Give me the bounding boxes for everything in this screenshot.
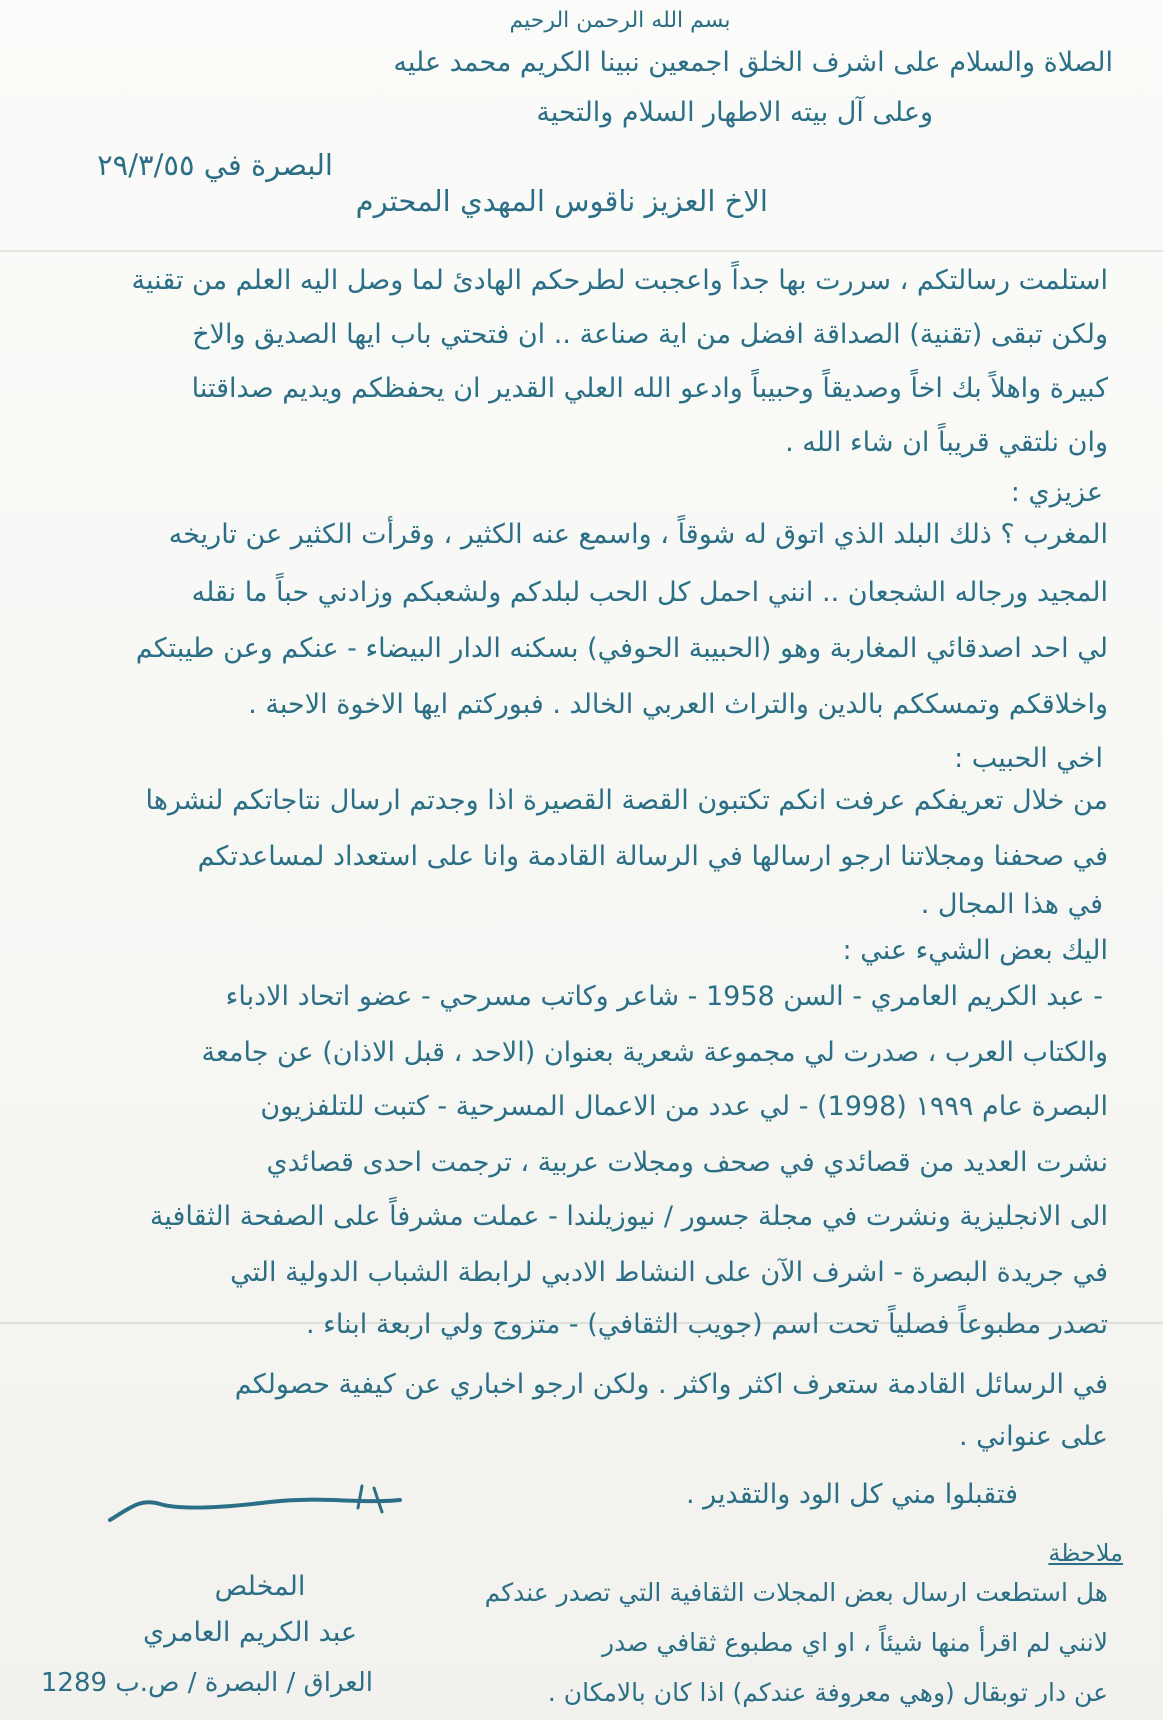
bio-line: البصرة عام ١٩٩٩ (1998) - لي عدد من الاعمال المسرحية - كتبت للتلفزيون bbox=[260, 1091, 1108, 1122]
paragraph-line: في هذا المجال . bbox=[920, 889, 1103, 920]
signature-address: العراق / البصرة / ص.ب 1289 bbox=[40, 1668, 373, 1698]
place-date: البصرة في ٢٩/٣/٥٥ bbox=[97, 148, 333, 182]
bio-line: في جريدة البصرة - اشرف الآن على النشاط الادبي لرابطة الشباب الدولية التي bbox=[230, 1257, 1108, 1288]
paragraph-line: ولكن تبقى (تقنية) الصداقة افضل من اية صناعة .. ان فتحتي باب ايها الصديق والاخ bbox=[192, 319, 1108, 350]
note-title: ملاحظة bbox=[1048, 1539, 1123, 1567]
bio-line: تصدر مطبوعاً فصلياً تحت اسم (جويب الثقافي) - متزوج ولي اربعة ابناء . bbox=[306, 1309, 1108, 1340]
signature-name: عبد الكريم العامري bbox=[142, 1617, 358, 1648]
greeting: عزيزي : bbox=[1010, 477, 1103, 508]
bio-line: والكتاب العرب ، صدرت لي مجموعة شعرية بعنوان (الاحد ، قبل الاذان) عن جامعة bbox=[201, 1037, 1108, 1068]
note-line: عن دار توبقال (وهي معروفة عندكم) اذا كان بالامكان . bbox=[547, 1678, 1108, 1707]
bio-line: نشرت العديد من قصائدي في صحف ومجلات عربية ، ترجمت احدى قصائدي bbox=[266, 1147, 1108, 1178]
closing: فتقبلوا مني كل الود والتقدير . bbox=[685, 1479, 1018, 1510]
note-line: لانني لم اقرأ منها شيئاً ، او اي مطبوع ثقافي صدر bbox=[602, 1628, 1108, 1657]
signature-label: المخلص bbox=[214, 1571, 306, 1602]
paragraph-line: المغرب ؟ ذلك البلد الذي اتوق له شوقاً ، واسمع عنه الكثير ، وقرأت الكثير عن تاريخه bbox=[168, 519, 1108, 550]
bio-intro: اليك بعض الشيء عني : bbox=[842, 935, 1108, 966]
paragraph-line: في صحفنا ومجلاتنا ارجو ارسالها في الرسالة القادمة وانا على استعداد لمساعدتكم bbox=[197, 841, 1108, 872]
paragraph-line: على عنواني . bbox=[958, 1421, 1108, 1452]
salutation-line: الصلاة والسلام على اشرف الخلق اجمعين نبينا الكريم محمد عليه bbox=[393, 47, 1113, 78]
paragraph-line: في الرسائل القادمة ستعرف اكثر واكثر . ولكن ارجو اخباري عن كيفية حصولكم bbox=[234, 1369, 1108, 1400]
paragraph-line: من خلال تعريفكم عرفت انكم تكتبون القصة القصيرة اذا وجدتم ارسال نتاجاتكم لنشرها bbox=[145, 785, 1108, 816]
paragraph-line: المجيد ورجاله الشجعان .. انني احمل كل الحب لبلدكم ولشعبكم وزادني حباً ما نقله bbox=[191, 577, 1108, 608]
addressee: الاخ العزيز ناقوس المهدي المحترم bbox=[355, 184, 768, 218]
paper-fold bbox=[0, 250, 1163, 252]
paragraph-line: استلمت رسالتكم ، سررت بها جداً واعجبت لطرحكم الهادئ لما وصل اليه العلم من تقنية bbox=[131, 265, 1108, 296]
signature-scribble bbox=[100, 1478, 420, 1538]
note-line: هل استطعت ارسال بعض المجلات الثقافية التي تصدر عندكم bbox=[484, 1578, 1108, 1607]
paragraph-line: وان نلتقي قريباً ان شاء الله . bbox=[785, 427, 1108, 458]
salutation-line: وعلى آل بيته الاطهار السلام والتحية bbox=[536, 97, 933, 128]
greeting: اخي الحبيب : bbox=[954, 743, 1103, 774]
paragraph-line: كبيرة واهلاً بك اخاً وصديقاً وحبيباً وادعو الله العلي القدير ان يحفظكم ويديم صداقتنا bbox=[191, 373, 1108, 404]
paragraph-line: واخلاقكم وتمسككم بالدين والتراث العربي الخالد . فبوركتم ايها الاخوة الاحبة . bbox=[248, 689, 1108, 720]
bio-line: - عبد الكريم العامري - السن 1958 - شاعر وكاتب مسرحي - عضو اتحاد الادباء bbox=[225, 981, 1103, 1012]
bio-line: الى الانجليزية ونشرت في مجلة جسور / نيوزيلندا - عملت مشرفاً على الصفحة الثقافية bbox=[149, 1201, 1108, 1232]
paragraph-line: لي احد اصدقائي المغاربة وهو (الحبيبة الحوفي) بسكنه الدار البيضاء - عنكم وعن طيبتكم bbox=[135, 633, 1108, 664]
basmala: بسم الله الرحمن الرحيم bbox=[509, 8, 731, 33]
